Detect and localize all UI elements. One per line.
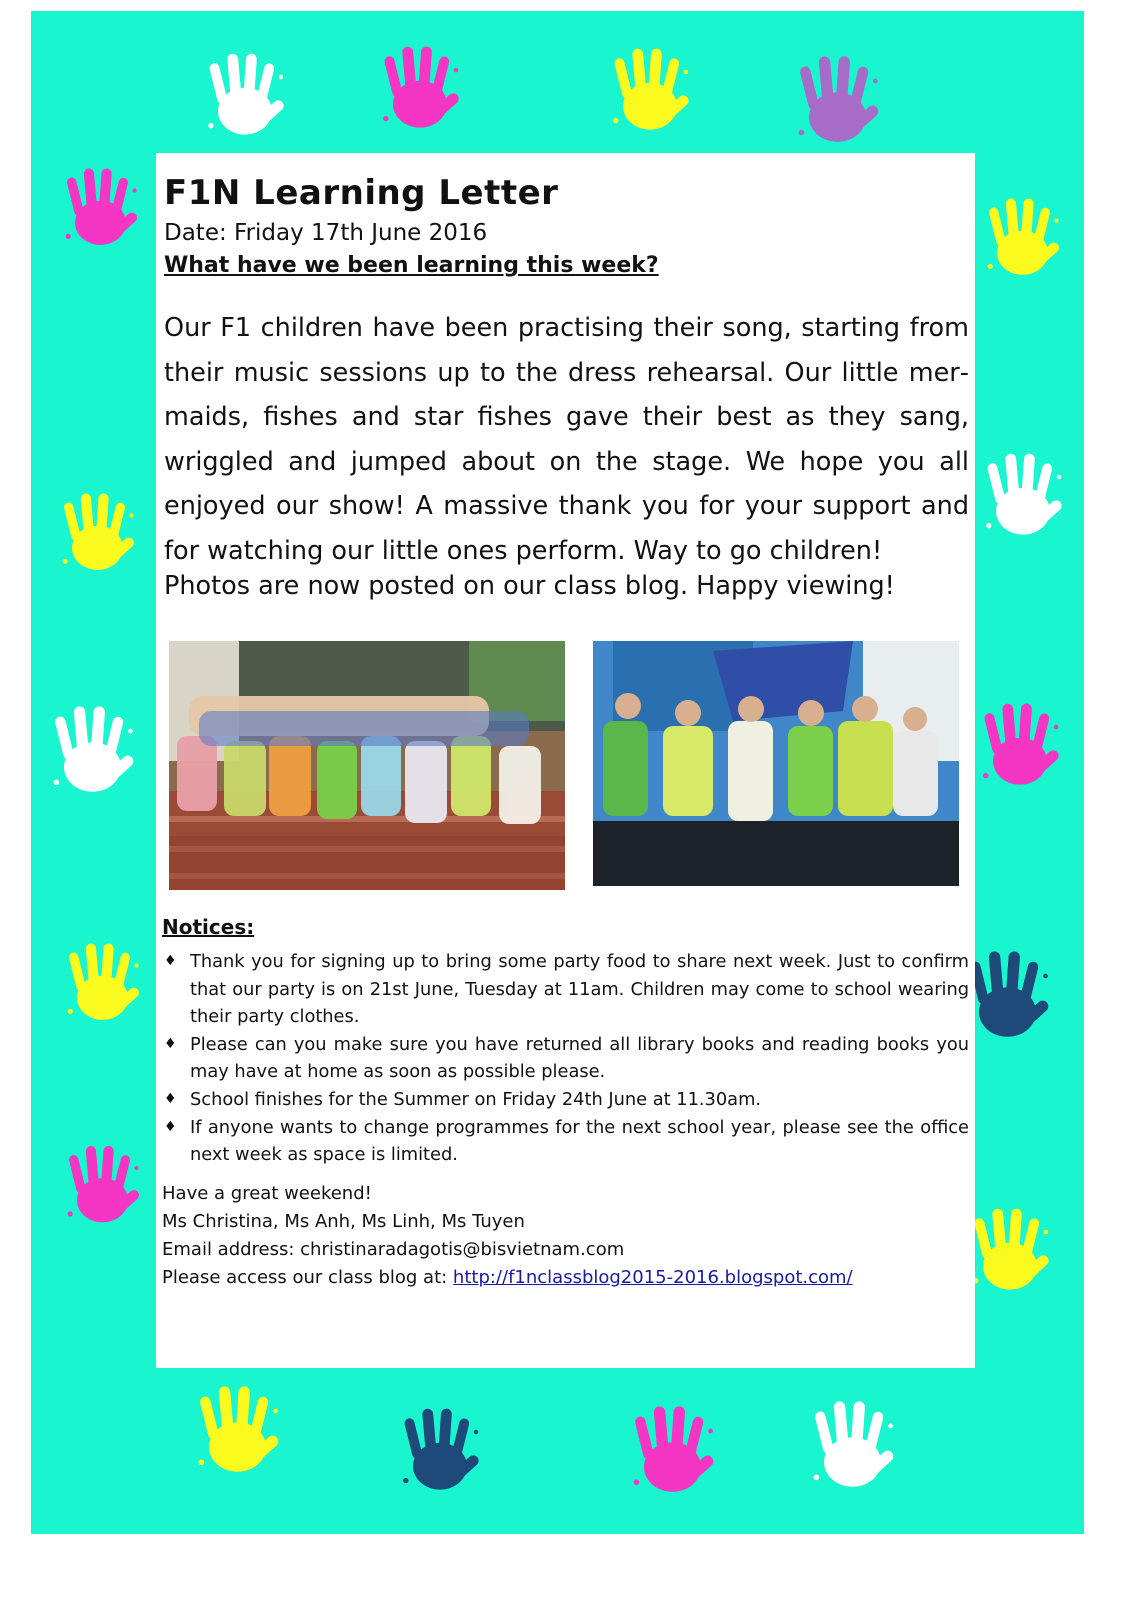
notice-text: If anyone wants to change programmes for the next school year, please see the office next week as space is limited.: [190, 1116, 969, 1166]
purple-handprint-icon: [790, 50, 885, 150]
diamond-bullet-icon: ♦: [164, 1090, 177, 1107]
closing-greeting: Have a great weekend!: [162, 1183, 372, 1204]
diamond-bullet-icon: ♦: [164, 1035, 177, 1052]
white-handprint-icon: [978, 445, 1068, 545]
learning-subheading: What have we been learning this week?: [164, 253, 659, 278]
white-handprint-icon: [45, 700, 140, 800]
blog-prefix: Please access our class blog at:: [162, 1267, 453, 1288]
list-item: [162, 1031, 969, 1086]
pink-handprint-icon: [60, 1135, 145, 1235]
children-on-stage-photo: [593, 641, 959, 886]
list-item: [162, 1086, 969, 1114]
teacher-names: Ms Christina, Ms Anh, Ms Linh, Ms Tuyen: [162, 1211, 525, 1232]
yellow-handprint-icon: [60, 935, 145, 1030]
letter-panel: [156, 153, 975, 1368]
diamond-bullet-icon: ♦: [164, 953, 177, 969]
letter-title: F1N Learning Letter: [164, 173, 559, 213]
yellow-handprint-icon: [605, 40, 695, 140]
notices-heading: Notices:: [162, 915, 255, 939]
notice-text: School finishes for the Summer on Friday 24th June at 11.30am.: [190, 1088, 762, 1110]
notices-list: [162, 948, 969, 1169]
diamond-bullet-icon: ♦: [164, 1118, 177, 1135]
pink-handprint-icon: [975, 695, 1065, 795]
photos-notice-line: Photos are now posted on our class blog. Happy viewing!: [164, 571, 895, 601]
yellow-handprint-icon: [965, 1200, 1055, 1300]
list-item: [162, 1114, 969, 1169]
white-handprint-icon: [200, 45, 290, 145]
list-item: [162, 948, 969, 1031]
pink-handprint-icon: [58, 160, 143, 255]
pink-handprint-icon: [375, 38, 465, 138]
children-on-stairs-photo: [169, 641, 565, 890]
yellow-handprint-icon: [980, 190, 1065, 285]
blog-line: [162, 1267, 853, 1288]
navy-handprint-icon: [395, 1400, 485, 1500]
letter-date: Date: Friday 17th June 2016: [164, 220, 488, 246]
yellow-handprint-icon: [190, 1380, 285, 1480]
pink-handprint-icon: [625, 1400, 720, 1500]
class-blog-link[interactable]: http://f1nclassblog2015-2016.blogspot.com/: [452, 1267, 853, 1288]
white-handprint-icon: [805, 1395, 900, 1495]
notice-text: Thank you for signing up to bring some party food to share next week. Just to confirm that our party is on 21st June, Tuesday at 11am. Children may come to school wearing their party clothes.: [190, 951, 969, 1028]
learning-paragraph: Our F1 children have been practising their song, starting from their music sessions up to the dress rehearsal. Our little mermaids, fishes and star fishes gave their best as they sang, wriggled and jumped about on the stage. We hope you all enjoyed our show! A massive thank you for your support and for watching our little ones perform. Way to go children!: [164, 313, 969, 566]
yellow-handprint-icon: [55, 485, 140, 580]
email-address: Email address: christinaradagotis@bisvietnam.com: [162, 1239, 625, 1260]
notice-text: Please can you make sure you have returned all library books and reading books you may have at home as soon as possible please.: [190, 1033, 969, 1083]
